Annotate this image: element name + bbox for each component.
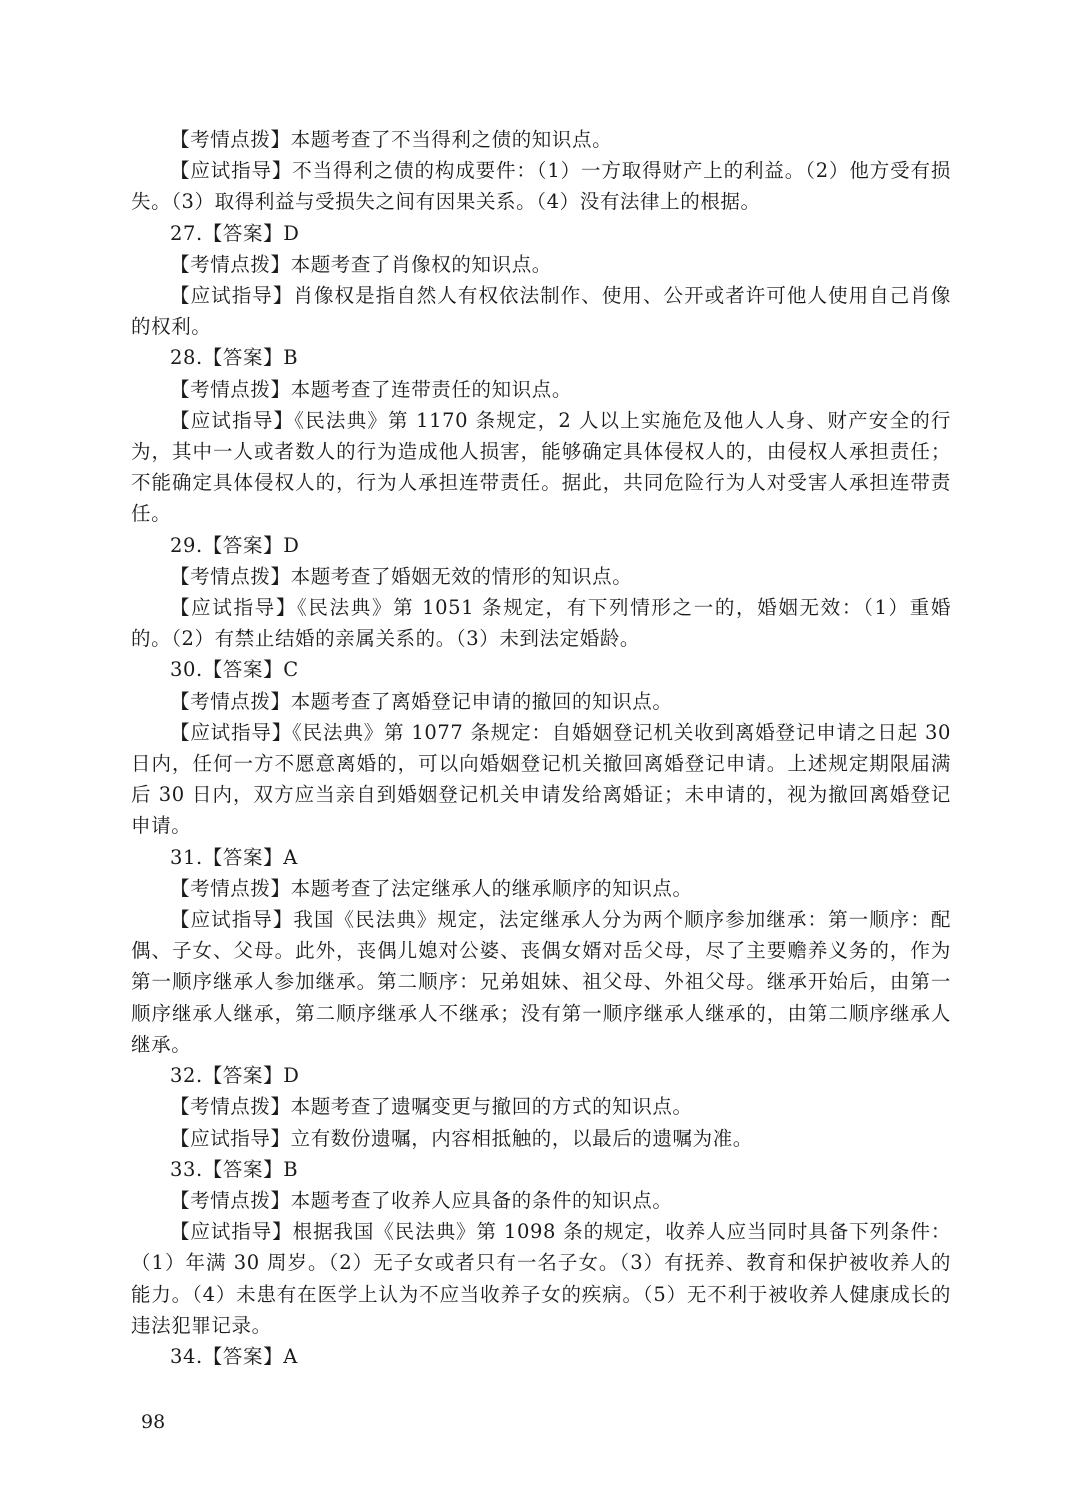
paragraph: 【应试指导】《民法典》第 1170 条规定，2 人以上实施危及他人人身、财产安全的行为，其中一人或者数人的行为造成他人损害，能够确定具体侵权人的，由侵权人承担责任；不能确定具体侵权人的，行为人承担连带责任。据此，共同危险行为人对受害人承担连带责任。	[131, 408, 951, 526]
answer-line: 34.【答案】A	[170, 1344, 298, 1368]
answer-line: 33.【答案】B	[170, 1157, 299, 1181]
answer-line: 30.【答案】C	[170, 658, 299, 682]
paragraph: 【考情点拨】本题考查了不当得利之债的知识点。	[170, 128, 613, 151]
paragraph: 【应试指导】《民法典》第 1077 条规定：自婚姻登记机关收到离婚登记申请之日起 30 日内，任何一方不愿意离婚的，可以向婚姻登记机关撤回离婚登记申请。上述规定期限届满后 30 日内，双方应当亲自到婚姻登记机关申请发给离婚证；未申请的，视为撤回离婚登记申请。	[131, 720, 951, 838]
paragraph: 【考情点拨】本题考查了婚姻无效的情形的知识点。	[170, 564, 633, 588]
answer-line: 27.【答案】D	[170, 221, 300, 245]
paragraph: 【考情点拨】本题考查了法定继承人的继承顺序的知识点。	[170, 876, 693, 900]
paragraph: 【考情点拨】本题考查了遗嘱变更与撤回的方式的知识点。	[170, 1095, 693, 1119]
answer-line: 31.【答案】A	[170, 845, 298, 869]
paragraph: 【应试指导】立有数份遗嘱，内容相抵触的，以最后的遗嘱为准。	[170, 1126, 753, 1150]
paragraph: 【考情点拨】本题考查了收养人应具备的条件的知识点。	[170, 1188, 673, 1212]
answer-explanations	[131, 124, 951, 1372]
paragraph: 【应试指导】根据我国《民法典》第 1098 条的规定，收养人应当同时具备下列条件：（1）年满 30 周岁。（2）无子女或者只有一名子女。（3）有抚养、教育和保护被收养人的能力。（4）未患有在医学上认为不应当收养子女的疾病。（5）无不利于被收养人健康成长的违法犯罪记录。	[131, 1220, 951, 1337]
answer-line: 28.【答案】B	[170, 346, 299, 370]
paragraph: 【考情点拨】本题考查了离婚登记申请的撤回的知识点。	[170, 689, 673, 713]
paragraph: 【应试指导】不当得利之债的构成要件：（1）一方取得财产上的利益。（2）他方受有损失。（3）取得利益与受损失之间有因果关系。（4）没有法律上的根据。	[131, 159, 951, 214]
answer-line: 32.【答案】D	[170, 1064, 300, 1088]
answer-line: 29.【答案】D	[170, 533, 300, 557]
paragraph: 【考情点拨】本题考查了连带责任的知识点。	[170, 377, 573, 401]
paragraph: 【应试指导】我国《民法典》规定，法定继承人分为两个顺序参加继承：第一顺序：配偶、子女、父母。此外，丧偶儿媳对公婆、丧偶女婿对岳父母，尽了主要赡养义务的，作为第一顺序继承人参加继承。第二顺序：兄弟姐妹、祖父母、外祖父母。继承开始后，由第一顺序继承人继承，第二顺序继承人不继承；没有第一顺序继承人继承的，由第二顺序继承人继承。	[131, 908, 951, 1056]
paragraph: 【考情点拨】本题考查了肖像权的知识点。	[170, 252, 552, 276]
page-number: 98	[141, 1411, 166, 1433]
paragraph: 【应试指导】肖像权是指自然人有权依法制作、使用、公开或者许可他人使用自己肖像的权利。	[131, 284, 951, 339]
paragraph: 【应试指导】《民法典》第 1051 条规定，有下列情形之一的，婚姻无效：（1）重婚的。（2）有禁止结婚的亲属关系的。（3）未到法定婚龄。	[131, 596, 951, 651]
